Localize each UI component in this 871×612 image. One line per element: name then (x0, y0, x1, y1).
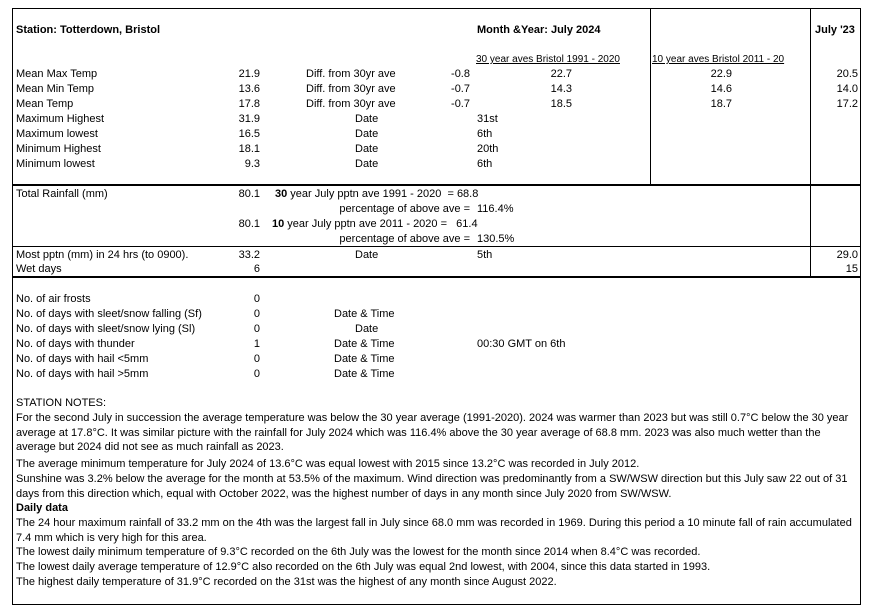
row-value: 0 (253, 323, 260, 335)
row-label: No. of days with thunder (16, 338, 135, 350)
note-paragraph: The lowest daily average temperature of 12.9°C also recorded on the 6th July was equal 2nd lowest, with 2004, since this data started in 1993. (16, 561, 711, 573)
note-paragraph: The 24 hour maximum rainfall of 33.2 mm on the 4th was the largest fall in July since 68.0 mm was recorded in 1969. During this period a 10 minute fall of rain accumulated 7.4 mm which is very high for this area. (16, 517, 852, 544)
row-value: 21.9 (238, 68, 260, 80)
station-notes-heading: STATION NOTES: (16, 397, 107, 409)
row-mid: Date (355, 113, 379, 125)
rainfall-pct-1991-value: 116.4% (477, 203, 514, 215)
divider-prev-year (810, 8, 811, 277)
row-ave10: 18.7 (710, 98, 732, 110)
row-prev: 14.0 (836, 83, 858, 95)
row-value: 17.8 (238, 98, 260, 110)
row-ave10: 22.9 (710, 68, 732, 80)
row-label: Mean Temp (16, 98, 74, 110)
row-value: 31.9 (238, 113, 260, 125)
rainfall-ave-1991 (275, 188, 478, 201)
row-mid: Date (355, 143, 379, 155)
rainfall-label: Total Rainfall (mm) (16, 188, 108, 200)
row-label: Minimum lowest (16, 158, 95, 170)
most-pptn-mid: Date (355, 249, 379, 261)
row-label: Mean Min Temp (16, 83, 95, 95)
most-pptn-date: 5th (477, 249, 493, 261)
rainfall-value: 80.1 (238, 188, 260, 200)
row-prev: 20.5 (836, 68, 858, 80)
station-title: Station: Totterdown, Bristol (16, 24, 161, 36)
rainfall-pct-2011-value: 130.5% (477, 233, 515, 245)
row-mid: Date & Time (334, 338, 395, 350)
wet-days-prev: 15 (845, 263, 858, 275)
row-extra: 00:30 GMT on 6th (477, 338, 566, 350)
row-diff: -0.8 (451, 68, 470, 80)
divider-rainfall (12, 184, 861, 186)
note-paragraph: The lowest daily minimum temperature of 9.3°C recorded on the 6th July was the lowest for the month since 2014 when 8.4°C was recorded. (16, 546, 701, 558)
row-label: No. of days with hail <5mm (16, 353, 149, 365)
row-label: Maximum lowest (16, 128, 98, 140)
row-value: 16.5 (238, 128, 260, 140)
frame-bottom (12, 604, 861, 605)
row-diff: -0.7 (451, 98, 470, 110)
wet-days-value: 6 (253, 263, 260, 275)
row-mid: Diff. from 30yr ave (306, 98, 396, 110)
divider-aves-2011 (650, 8, 651, 184)
row-diff: -0.7 (451, 83, 470, 95)
note-paragraph: The highest daily temperature of 31.9°C recorded on the 31st was the highest of any month since August 2022. (16, 576, 557, 588)
note-paragraph: For the second July in succession the average temperature was below the 30 year average (1991-2020). 2024 was warmer than 2023 but was still 0.7°C below the 30 year average at 17.8°C. It was similar picture with the rainfall for July 2024 which was 116.4% above the 30 year average of 68.8 mm. 2023 was also much wetter than the average but 2024 did not see as much rainfall as 2023. (16, 412, 849, 453)
row-date: 20th (477, 143, 499, 155)
frame-left (12, 8, 13, 605)
rainfall-pct-2011-label: percentage of above ave = (339, 233, 470, 245)
row-label: No. of days with sleet/snow lying (Sl) (16, 323, 196, 335)
rainfall-value-2: 80.1 (238, 218, 260, 230)
row-value: 1 (253, 338, 260, 350)
row-value: 0 (253, 308, 260, 320)
rainfall-ave-2011 (272, 218, 478, 231)
row-label: No. of days with sleet/snow falling (Sf) (16, 308, 202, 320)
row-mid: Diff. from 30yr ave (306, 83, 396, 95)
rainfall-ave-1991-years: 30 (275, 188, 288, 200)
rainfall-ave-2011-years: 10 (272, 218, 285, 230)
wet-days-label: Wet days (16, 263, 62, 275)
row-mid: Date & Time (334, 353, 395, 365)
row-value: 0 (253, 368, 260, 380)
most-pptn-prev: 29.0 (836, 249, 858, 261)
aves-2011-heading: 10 year aves Bristol 2011 - 20 (652, 54, 785, 65)
row-label: Maximum Highest (16, 113, 105, 125)
rainfall-pct-1991-label: percentage of above ave = (339, 203, 470, 215)
note-paragraph: Sunshine was 3.2% below the average for the month at 53.5% of the maximum. Wind direction was predominantly from a SW/WSW direction but this July saw 22 out of 31 days from this direction which, equal with October 2022, was the highest number of days in any month since July 2020 from SW/WSW. (16, 473, 848, 500)
row-value: 18.1 (238, 143, 260, 155)
row-ave30: 14.3 (550, 83, 572, 95)
row-date: 31st (477, 113, 498, 125)
row-date: 6th (477, 158, 493, 170)
row-value: 0 (253, 353, 260, 365)
row-label: No. of days with hail >5mm (16, 368, 149, 380)
row-label: Minimum Highest (16, 143, 101, 155)
rainfall-ave-2011-text: year July pptn ave 2011 - 2020 = 61.4 (284, 218, 478, 230)
row-value: 13.6 (238, 83, 260, 95)
row-prev: 17.2 (836, 98, 858, 110)
row-ave10: 14.6 (710, 83, 732, 95)
row-ave30: 22.7 (550, 68, 572, 80)
month-year-title: Month &Year: July 2024 (477, 24, 601, 36)
note-paragraph: The average minimum temperature for July 2024 of 13.6°C was equal lowest with 2015 since 13.2°C was recorded in July 2012. (16, 458, 640, 470)
row-ave30: 18.5 (550, 98, 572, 110)
frame-right (860, 8, 861, 605)
row-value: 0 (253, 293, 260, 305)
row-mid: Date (355, 128, 379, 140)
row-date: 6th (477, 128, 493, 140)
row-label: No. of air frosts (16, 293, 91, 305)
daily-data-heading: Daily data (16, 502, 68, 514)
row-mid: Date (355, 158, 379, 170)
row-mid: Date & Time (334, 368, 395, 380)
row-mid: Diff. from 30yr ave (306, 68, 396, 80)
row-mid: Date & Time (334, 308, 395, 320)
most-pptn-value: 33.2 (238, 249, 260, 261)
rainfall-ave-1991-text: year July pptn ave 1991 - 2020 = 68.8 (287, 188, 479, 200)
row-label: Mean Max Temp (16, 68, 98, 80)
divider-days (12, 276, 861, 278)
most-pptn-label: Most pptn (mm) in 24 hrs (to 0900). (16, 249, 189, 261)
row-value: 9.3 (244, 158, 260, 170)
prev-year-title: July '23 (815, 24, 855, 36)
divider-pptn (12, 246, 861, 247)
frame-top (12, 8, 861, 9)
row-mid: Date (355, 323, 379, 335)
aves-1991-heading: 30 year aves Bristol 1991 - 2020 (476, 54, 620, 65)
